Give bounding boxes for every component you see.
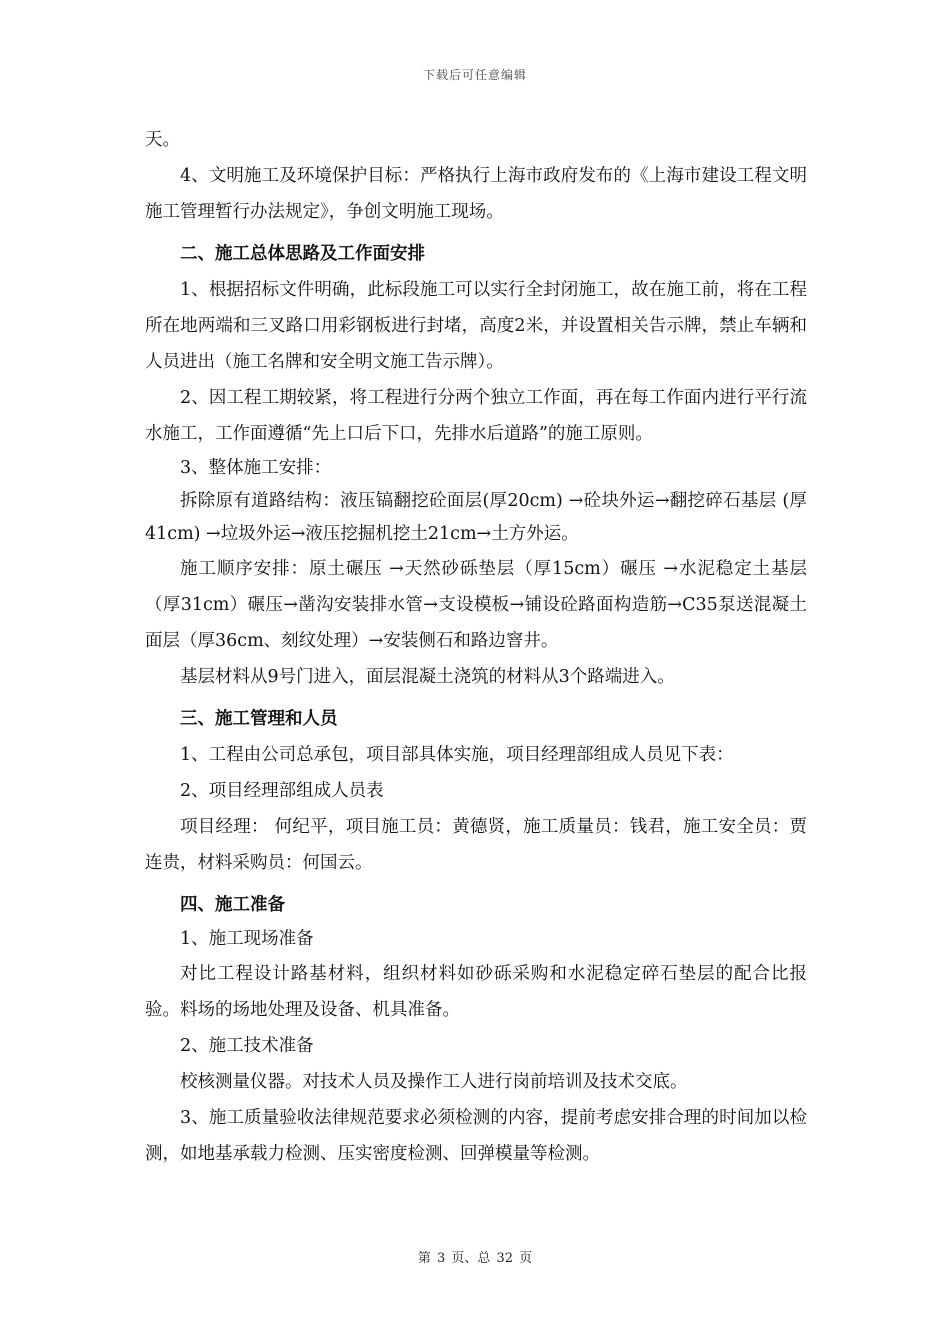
paragraph-site-closure: 1、根据招标文件明确，此标段施工可以实行全封闭施工，故在施工前，将在工程所在地两端和三叉路口用彩钢板进行封堵，高度2米，并设置相关告示牌，禁止车辆和人员进出（施工名牌和安全明文施工告示牌）。 [145,280,807,372]
paragraph-civilized-construction-goal: 4、文明施工及环境保护目标：严格执行上海市政府发布的《上海市建设工程文明施工管理暂行办法规定》，争创文明施工现场。 [145,166,807,222]
section-heading-3: 三、施工管理和人员 [180,709,338,729]
section-heading-4: 四、施工准备 [180,895,285,915]
paragraph-contracting: 1、工程由公司总承包，项目部具体实施，项目经理部组成人员见下表： [180,745,734,765]
paragraph-staff-list: 项目经理： 何纪平，项目施工员：黄德贤，施工质量员：钱君，施工安全员：贾连贵，材料采购员：何国云。 [145,817,807,873]
paragraph-work-faces: 2、因工程工期较紧，将工程进行分两个独立工作面，再在每工作面内进行平行流水施工，工作面遵循“先上口后下口，先排水后道路”的施工原则。 [145,388,807,444]
paragraph-material-entry: 基层材料从9号门进入，面层混凝土浇筑的材料从3个路端进入。 [180,667,675,687]
paragraph-staff-table-title: 2、项目经理部组成人员表 [180,781,384,801]
paragraph-demolition-sequence: 拆除原有道路结构：液压镐翻挖砼面层(厚20cm) →砼块外运→翻挖碎石基层 (厚41cm) →垃圾外运→液压挖掘机挖土21cm→土方外运。 [145,491,807,544]
page-header: 下载后可任意编辑 [422,68,527,82]
paragraph-technical-preparation-title: 2、施工技术准备 [180,1036,314,1056]
paragraph-quality-inspection: 3、施工质量验收法律规范要求必须检测的内容，提前考虑安排合理的时间加以检测，如地基承载力检测、压实密度检测、回弹模量等检测。 [145,1108,807,1164]
page-footer: 第 3 页、总 32 页 [417,1251,533,1266]
paragraph-site-preparation-title: 1、施工现场准备 [180,929,314,949]
paragraph-overall-arrangement: 3、整体施工安排： [180,458,332,478]
paragraph-construction-sequence: 施工顺序安排：原土碾压 →天然砂砾垫层（厚15cm）碾压 →水泥稳定土基层（厚31cm）碾压→凿沟安装排水管→支设模板→铺设砼路面构造筋→C35泵送混凝土面层（厚36cm、刻纹处理）→安装侧石和路边窨井。 [145,559,807,651]
section-heading-2: 二、施工总体思路及工作面安排 [180,244,425,264]
paragraph-site-preparation: 对比工程设计路基材料，组织材料如砂砾采购和水泥稳定碎石垫层的配合比报验。料场的场地处理及设备、机具准备。 [145,964,807,1020]
paragraph-continuation: 天。 [145,130,180,150]
document-body [145,122,807,1172]
paragraph-technical-preparation: 校核测量仪器。对技术人员及操作工人进行岗前培训及技术交底。 [180,1072,688,1092]
